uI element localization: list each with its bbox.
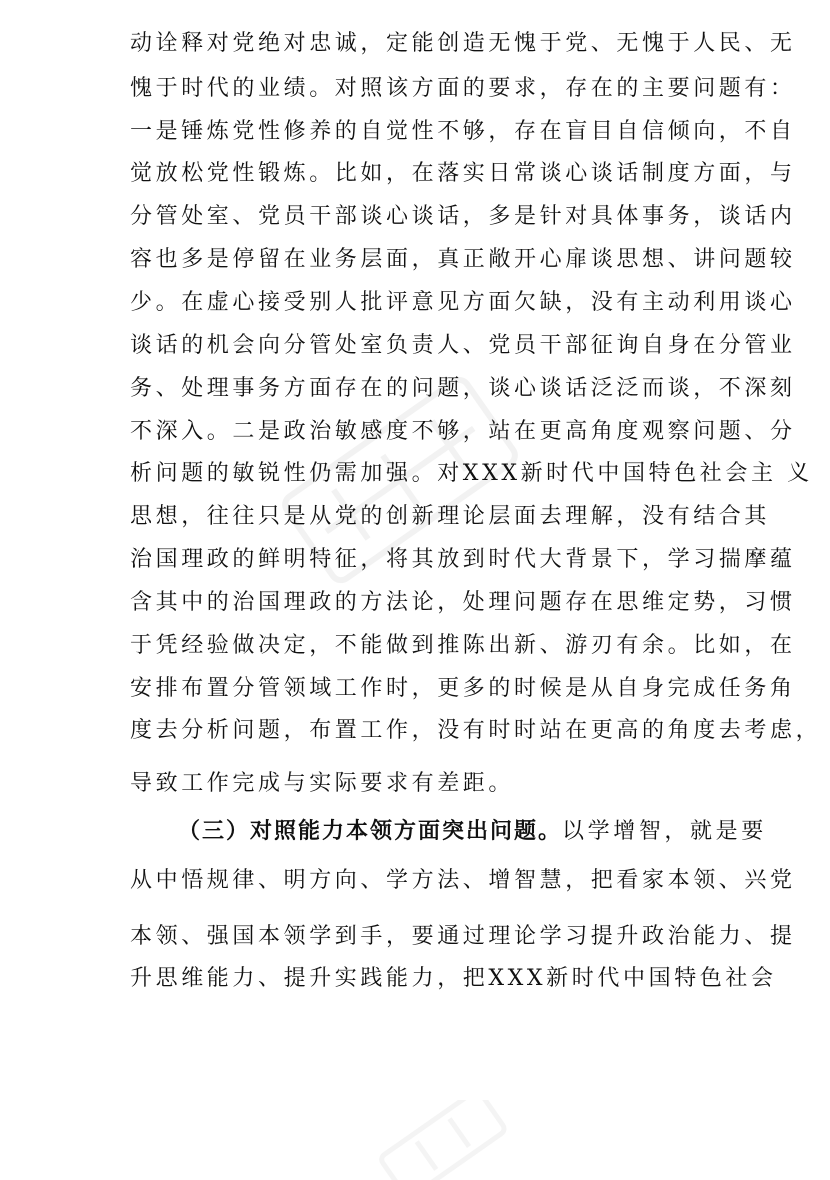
section-heading: （三）对照能力本领方面突出问题。: [178, 818, 563, 844]
body-line: 含其中的治国理政的方法论，处理问题存在思维定势，习惯: [130, 590, 796, 615]
body-line: 分管处室、党员干部谈心谈话，多是针对具体事务，谈话内: [130, 204, 796, 229]
section-line: 本领、强国本领学到手，要通过理论学习提升政治能力、提: [130, 924, 796, 949]
section-heading-continuation: 以学增智，就是要: [562, 819, 767, 844]
body-line: 少。在虚心接受别人批评意见方面欠缺，没有主动利用谈心: [130, 290, 796, 315]
section-first-line: [178, 816, 767, 847]
body-line: 务、处理事务方面存在的问题，谈心谈话泛泛而谈，不深刻: [130, 376, 796, 401]
section-line: 从中悟规律、明方向、学方法、增智慧，把看家本领、兴党: [130, 868, 796, 893]
body-line: 治国理政的鲜明特征，将其放到时代大背景下，学习揣摩蕴: [130, 547, 796, 572]
body-line: 思想，往往只是从党的创新理论层面去理解，没有结合其: [130, 504, 771, 529]
body-line: 一是锤炼党性修养的自觉性不够，存在盲目自信倾向，不自: [130, 119, 796, 144]
body-line: 动诠释对党绝对忠诚，定能创造无愧于党、无愧于人民、无: [130, 31, 796, 56]
body-line: 于凭经验做决定，不能做到推陈出新、游刃有余。比如，在: [130, 633, 796, 658]
watermark-fragment-icon: [360, 1100, 520, 1180]
body-line: 安排布置分管领域工作时，更多的时候是从自身完成任务角: [130, 676, 796, 701]
body-line: 度去分析问题，布置工作，没有时时站在更高的角度去考虑，: [130, 718, 822, 743]
section-line: 升思维能力、提升实践能力，把XXX新时代中国特色社会: [130, 966, 777, 991]
body-line: 导致工作完成与实际要求有差距。: [130, 771, 515, 796]
body-line: 谈话的机会向分管处室负责人、党员干部征询自身在分管业: [130, 333, 796, 358]
body-line: 容也多是停留在业务层面，真正敞开心扉谈思想、讲问题较: [130, 247, 796, 272]
body-line: 不深入。二是政治敏感度不够，站在更高角度观察问题、分: [130, 419, 796, 444]
body-line: 觉放松党性锻炼。比如，在落实日常谈心谈话制度方面，与: [130, 161, 796, 186]
body-line: 析问题的敏锐性仍需加强。对XXX新时代中国特色社会主 义: [130, 461, 813, 486]
body-line: 愧于时代的业绩。对照该方面的要求，存在的主要问题有：: [130, 76, 796, 101]
